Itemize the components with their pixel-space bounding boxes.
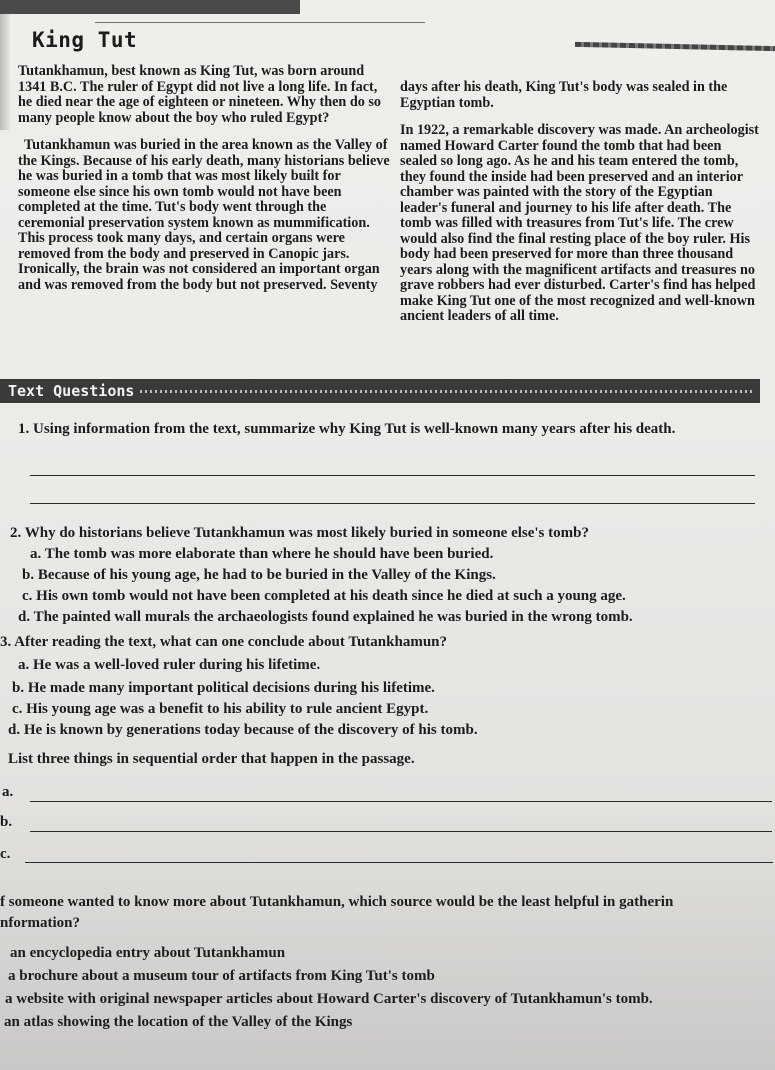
passage-paragraph: Tutankhamun, best known as King Tut, was born around 1341 B.C. The ruler of Egypt did not live a long life. In fact, he died near the age of eighteen or nineteen. Why then do so many people know about the boy who ruled Egypt? (18, 63, 381, 126)
header-rule (95, 22, 425, 23)
passage-left-column (18, 64, 390, 305)
q4-label-a: a. (2, 784, 14, 800)
q5-option[interactable]: a website with original newspaper articles about Howard Carter's discovery of Tutankhamun's tomb. (5, 991, 653, 1007)
q3-option-b[interactable]: b. He made many important political decisions during his lifetime. (12, 680, 435, 696)
q3-option-a[interactable]: a. He was a well-loved ruler during his lifetime. (18, 657, 321, 673)
page-fold-shadow (0, 0, 10, 130)
section-header (0, 379, 760, 403)
q3-option-c[interactable]: c. His young age was a benefit to his ability to rule ancient Egypt. (12, 701, 429, 717)
answer-line-b[interactable] (30, 831, 772, 832)
q5-option[interactable]: an atlas showing the location of the Valley of the Kings (4, 1014, 353, 1030)
answer-line-c[interactable] (25, 862, 773, 863)
header-decoration (575, 42, 775, 51)
q2-option-b[interactable]: b. Because of his young age, he had to be buried in the Valley of the Kings. (22, 567, 496, 583)
passage-paragraph: In 1922, a remarkable discovery was made. An archeologist named Howard Carter found the tomb that had been sealed so long ago. As he and his team entered the tomb, they found the inside had been preserved and an interior chamber was painted with the story of the Egyptian leader's funeral and journey to his life after death. The tomb was filled with treasures from Tut's life. The crew would also find the final resting place of the boy ruler. His body had been preserved for more than three thousand years along with the magnificent artifacts and treasures no grave robbers had ever disturbed. Carter's find has helped make King Tut one of the most recognized and well-known ancient leaders of all time. (400, 122, 759, 324)
answer-line-a[interactable] (30, 801, 772, 802)
answer-line[interactable] (30, 503, 755, 504)
q2-option-a[interactable]: a. The tomb was more elaborate than where he should have been buried. (30, 546, 494, 562)
question-5-line2: nformation? (0, 915, 80, 931)
q4-label-b: b. (0, 814, 13, 830)
page-title: King Tut (32, 28, 138, 52)
q4-label-c: c. (0, 846, 11, 862)
question-3: 3. After reading the text, what can one conclude about Tutankhamun? (0, 634, 447, 650)
question-4: List three things in sequential order that happen in the passage. (8, 751, 415, 767)
question-5-line1: f someone wanted to know more about Tutankhamun, which source would be the least helpful in gatherin (0, 894, 674, 910)
question-2: 2. Why do historians believe Tutankhamun was most likely buried in someone else's tomb? (10, 525, 589, 541)
q3-option-d[interactable]: d. He is known by generations today because of the discovery of his tomb. (8, 722, 478, 738)
q5-option[interactable]: a brochure about a museum tour of artifacts from King Tut's tomb (8, 968, 435, 984)
q5-option[interactable]: an encyclopedia entry about Tutankhamun (10, 945, 286, 961)
header-dark-band (0, 0, 300, 14)
question-1: 1. Using information from the text, summarize why King Tut is well-known many years after his death. (18, 421, 676, 437)
passage-right-column (400, 80, 760, 337)
q2-option-c[interactable]: c. His own tomb would not have been completed at his death since he died at such a young age. (22, 588, 626, 604)
section-title: Text Questions (8, 382, 135, 400)
passage-paragraph: Tutankhamun was buried in the area known as the Valley of the Kings. Because of his early death, many historians believe he was buried in a tomb that was most likely built for someone else since his own tomb would not have been completed at the time. Tut's body went through the ceremonial preservation system known as mummification. This process took many days, and certain organs were removed from the body and preserved in Canopic jars. Ironically, the brain was not considered an important organ and was removed from the body but not preserved. Seventy (18, 137, 390, 293)
section-dots (140, 390, 754, 393)
passage-paragraph: days after his death, King Tut's body was sealed in the Egyptian tomb. (400, 79, 728, 111)
answer-line[interactable] (30, 475, 755, 476)
q2-option-d[interactable]: d. The painted wall murals the archaeologists found explained he was buried in the wrong tomb. (18, 609, 633, 625)
